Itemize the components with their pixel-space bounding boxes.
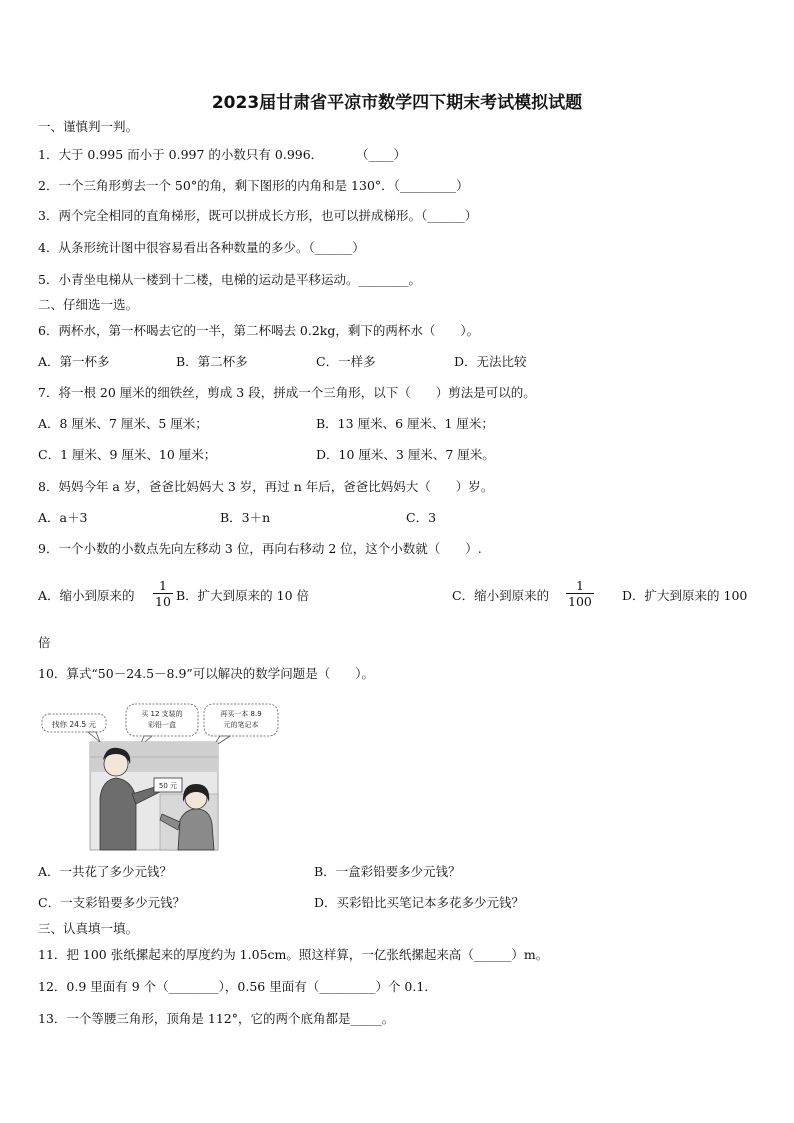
fraction-denominator: 10	[155, 594, 171, 609]
question-8-option-b: B．3＋n	[220, 510, 271, 525]
question-3: 3．两个完全相同的直角梯形，既可以拼成长方形，也可以拼成梯形。（______）	[38, 208, 478, 223]
shopping-illustration	[40, 702, 280, 852]
fraction-one-hundredth	[566, 578, 594, 609]
question-9: 9．一个小数的小数点先向左移动 3 位，再向右移动 2 位，这个小数就（ ）.	[38, 541, 482, 556]
question-13: 13．一个等腰三角形，顶角是 112°，它的两个底角都是_____。	[38, 1011, 395, 1026]
question-6-option-c: C．一样多	[316, 354, 376, 369]
question-9-option-a: A．缩小到原来的	[38, 588, 135, 603]
question-5: 5．小青坐电梯从一楼到十二楼，电梯的运动是平移运动。________。	[38, 272, 421, 287]
fraction-numerator: 1	[153, 578, 173, 594]
fraction-denominator: 100	[568, 594, 592, 609]
fraction-numerator: 1	[566, 578, 594, 594]
question-7: 7．将一根 20 厘米的细铁丝，剪成 3 段，拼成一个三角形，以下（ ）剪法是可以的。	[38, 385, 536, 400]
cashier-body	[100, 778, 136, 850]
page-title: 2023届甘肃省平凉市数学四下期末考试模拟试题	[211, 93, 583, 113]
section-heading-2: 二、仔细选一选。	[38, 297, 139, 312]
question-1-answer-blank[interactable]: （____）	[356, 147, 407, 162]
question-8-option-c: C．3	[406, 510, 437, 525]
bubble-text-notebook: 再买一本 8.9 元的笔记本	[220, 710, 262, 729]
speech-bubble-middle	[126, 704, 198, 736]
question-9-option-b: B．扩大到原来的 10 倍	[176, 588, 310, 603]
bubble-text-pencils: 买 12 支装的彩铅一盒	[141, 710, 183, 729]
question-8-option-a: A．a＋3	[38, 510, 88, 525]
speech-bubble-right	[204, 704, 278, 736]
question-12: 12．0.9 里面有 9 个（________），0.56 里面有（_________）个 0.1．	[38, 979, 437, 994]
fraction-one-tenth	[153, 578, 173, 609]
question-6-option-d: D．无法比较	[454, 354, 527, 369]
question-10-option-c: C．一支彩铅要多少元钱？	[38, 895, 186, 910]
question-6: 6．两杯水，第一杯喝去它的一半，第二杯喝去 0.2kg，剩下的两杯水（ ）。	[38, 323, 480, 338]
question-10-option-a: A．一共花了多少元钱？	[38, 864, 173, 879]
question-11: 11．把 100 张纸摞起来的厚度约为 1.05cm。照这样算，一亿张纸摞起来高（______）m。	[38, 947, 549, 962]
section-heading-3: 三、认真填一填。	[38, 921, 139, 936]
question-10-option-b: B．一盒彩铅要多少元钱？	[314, 864, 461, 879]
banknote-label: 50 元	[158, 782, 178, 790]
question-7-option-c: C．1 厘米、9 厘米、10 厘米；	[38, 447, 217, 462]
bubble-tail	[88, 732, 100, 742]
section-heading-1: 一、谨慎判一判。	[38, 119, 139, 134]
question-6-option-a: A．第一杯多	[38, 354, 110, 369]
question-7-option-a: A．8 厘米、7 厘米、5 厘米；	[38, 416, 208, 431]
question-9-option-c: C．缩小到原来的	[452, 588, 550, 603]
question-4: 4．从条形统计图中很容易看出各种数量的多少。（______）	[38, 240, 365, 255]
question-9-option-d: D．扩大到原来的 100	[622, 588, 748, 603]
question-2: 2．一个三角形剪去一个 50°的角，剩下图形的内角和是 130°．（_________）	[38, 178, 469, 193]
question-8: 8．妈妈今年 a 岁，爸爸比妈妈大 3 岁，再过 n 年后，爸爸比妈妈大（ ）岁。	[38, 479, 494, 494]
question-7-option-b: B．13 厘米、6 厘米、1 厘米；	[316, 416, 494, 431]
question-7-option-d: D．10 厘米、3 厘米、7 厘米。	[316, 447, 495, 462]
question-10-option-d: D．买彩铅比买笔记本多花多少元钱？	[314, 895, 525, 910]
question-10: 10．算式“50－24.5－8.9”可以解决的数学问题是（ ）。	[38, 666, 375, 681]
girl-body	[178, 809, 214, 850]
question-9-option-d-wrap: 倍	[38, 635, 51, 650]
bubble-text-change: 找你 24.5 元	[52, 720, 96, 729]
question-6-option-b: B．第二杯多	[176, 354, 248, 369]
question-1: 1．大于 0.995 而小于 0.997 的小数只有 0.996．	[38, 147, 324, 162]
